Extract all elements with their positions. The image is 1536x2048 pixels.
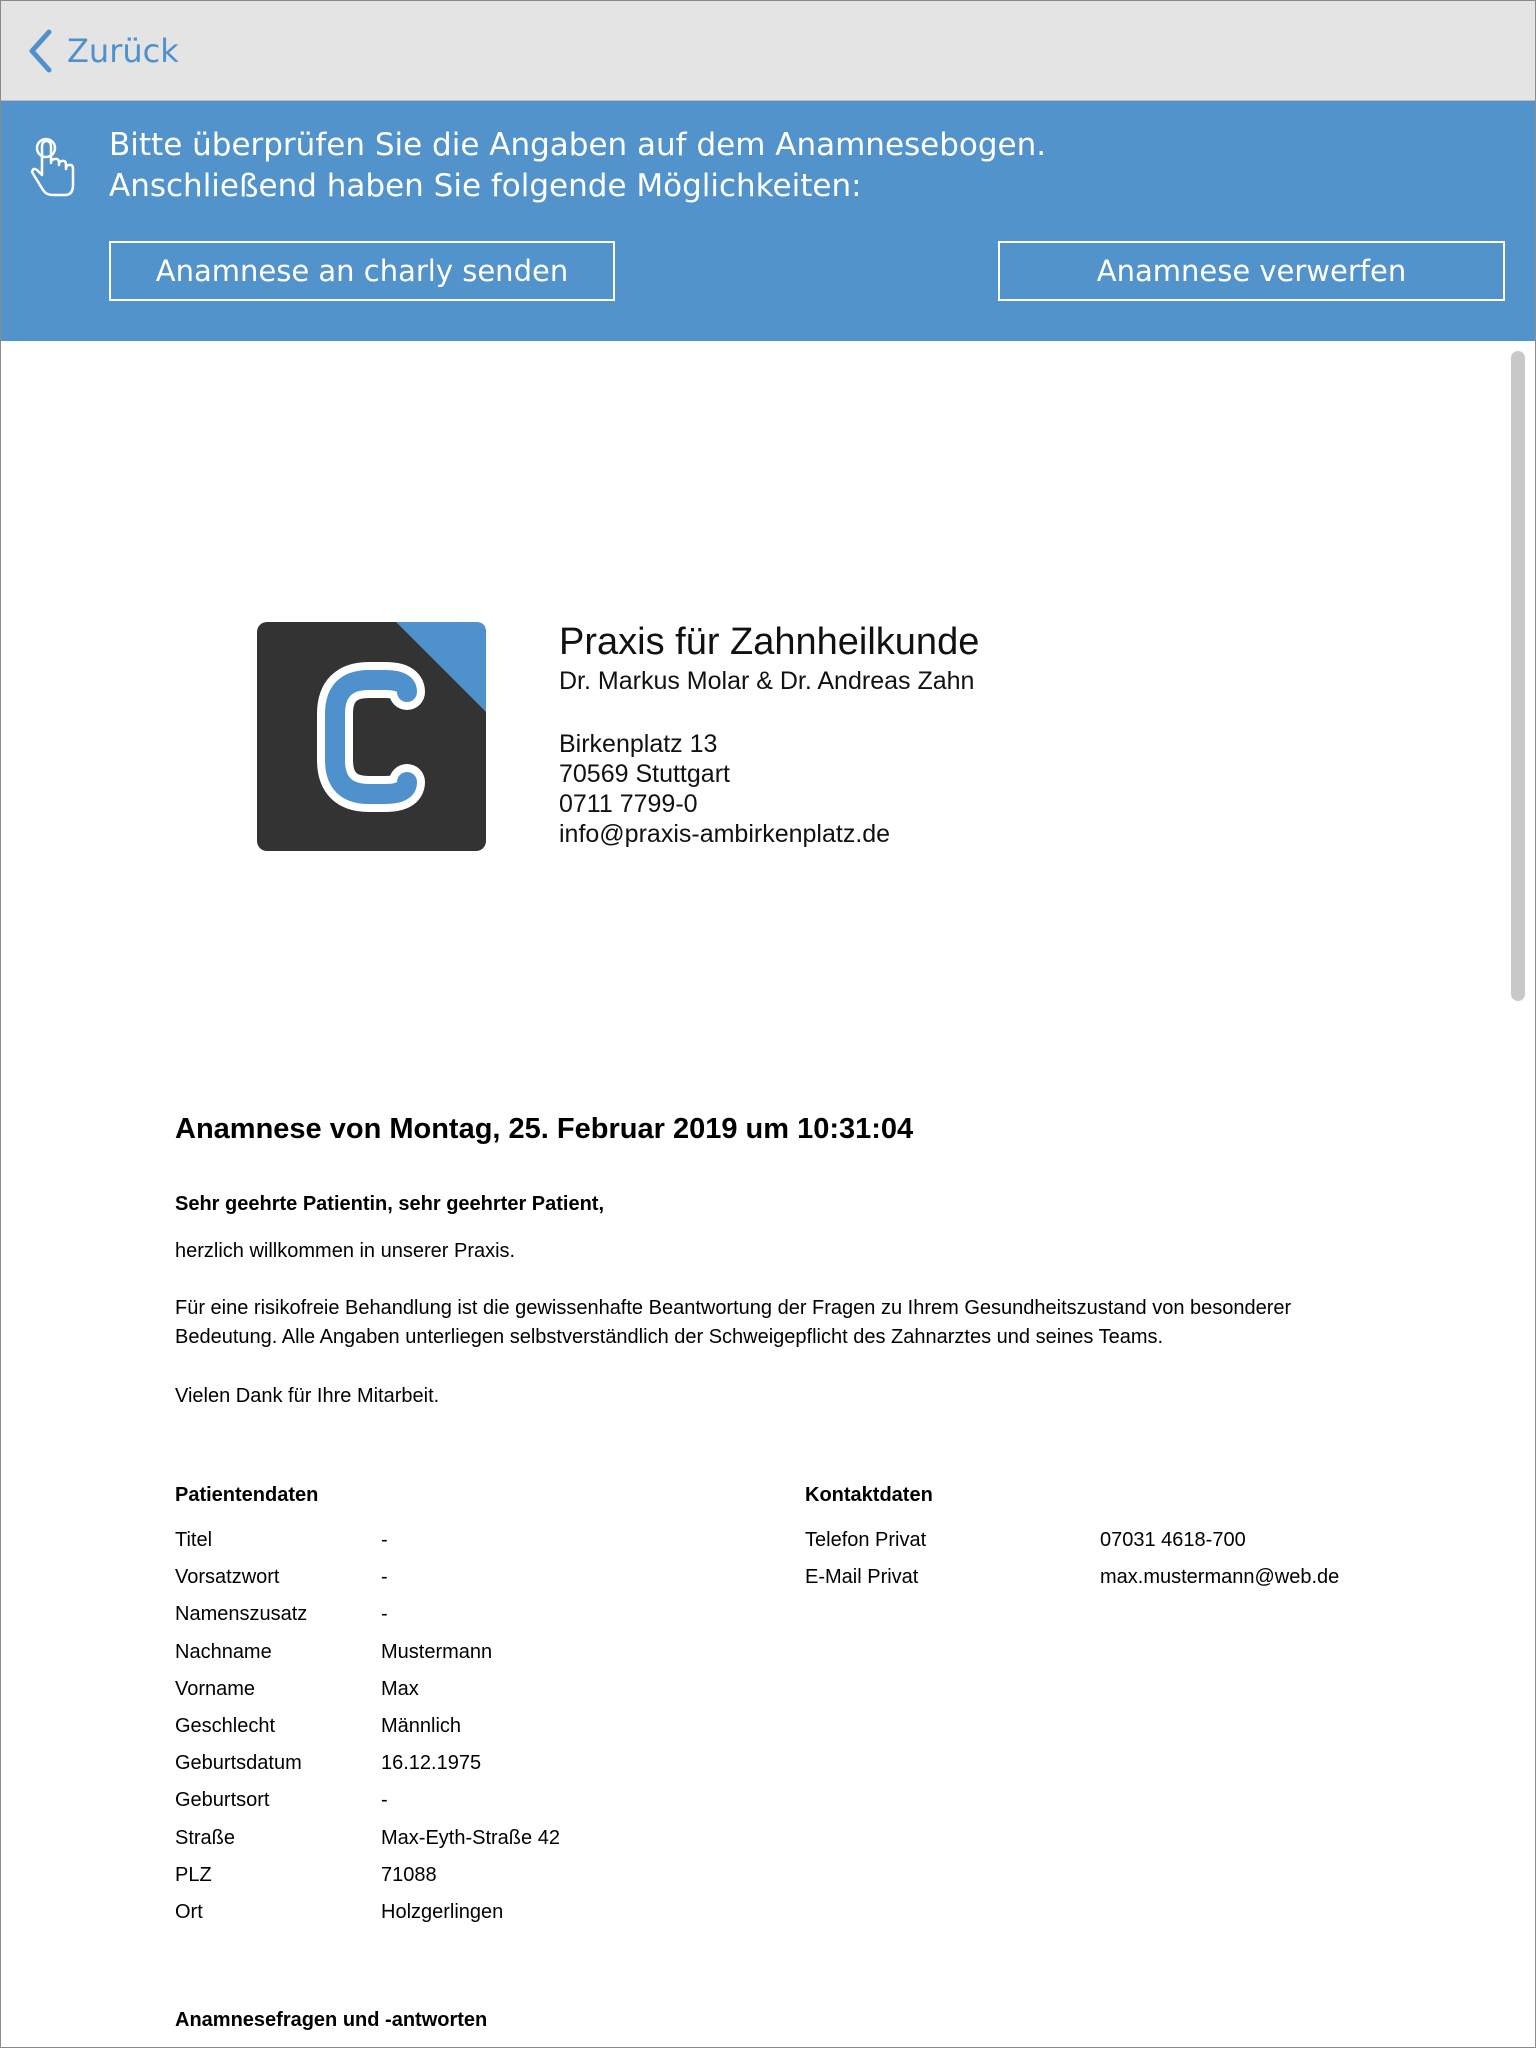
banner-line-1: Bitte überprüfen Sie die Angaben auf dem Anamnesebogen.	[109, 127, 1047, 163]
back-label: Zurück	[67, 32, 179, 70]
patient-data-list	[175, 1529, 735, 1938]
field-value: Holzgerlingen	[381, 1900, 504, 1923]
patient-data-heading: Patientendaten	[175, 1484, 319, 1506]
salutation: Sehr geehrte Patientin, sehr geehrter Patient,	[175, 1193, 605, 1215]
field-value: Max-Eyth-Straße 42	[381, 1826, 560, 1849]
patient-row	[175, 1641, 735, 1678]
field-value: -	[381, 1603, 388, 1626]
field-label: Geburtsort	[175, 1789, 270, 1812]
contact-row	[805, 1566, 1405, 1603]
field-label: Vorsatzwort	[175, 1566, 280, 1589]
patient-row	[175, 1827, 735, 1864]
patient-row	[175, 1715, 735, 1752]
document-title: Anamnese von Montag, 25. Februar 2019 um 10:31:04	[175, 1113, 914, 1145]
field-value: -	[381, 1529, 388, 1551]
field-value: max.mustermann@web.de	[1100, 1566, 1340, 1589]
field-label: Titel	[175, 1529, 213, 1551]
banner-line-2: Anschließend haben Sie folgende Möglichkeiten:	[109, 168, 862, 204]
field-value: 16.12.1975	[381, 1752, 482, 1775]
instruction-banner	[1, 101, 1535, 341]
patient-row	[175, 1678, 735, 1715]
welcome-text: herzlich willkommen in unserer Praxis.	[175, 1240, 516, 1262]
practice-name: Praxis für Zahnheilkunde	[559, 621, 980, 663]
patient-row	[175, 1529, 735, 1566]
field-label: E-Mail Privat	[805, 1566, 919, 1589]
chevron-left-icon	[27, 29, 53, 73]
field-label: Nachname	[175, 1640, 272, 1663]
patient-row	[175, 1864, 735, 1901]
practice-email: info@praxis-ambirkenplatz.de	[559, 820, 891, 848]
hand-pointer-icon	[29, 135, 77, 199]
field-value: 07031 4618-700	[1100, 1529, 1246, 1551]
field-label: Straße	[175, 1826, 236, 1849]
patient-row	[175, 1789, 735, 1826]
document-view[interactable]	[1, 341, 1535, 2048]
field-label: Geburtsdatum	[175, 1752, 302, 1775]
field-label: Telefon Privat	[805, 1529, 927, 1551]
practice-city: 70569 Stuttgart	[559, 760, 730, 788]
patient-row	[175, 1603, 735, 1640]
field-value: 71088	[381, 1863, 437, 1886]
practice-street: Birkenplatz 13	[559, 730, 718, 758]
contact-data-list	[805, 1529, 1405, 1603]
field-value: Männlich	[381, 1714, 462, 1737]
field-label: PLZ	[175, 1863, 212, 1886]
charly-logo	[257, 622, 486, 851]
scrollbar[interactable]	[1511, 351, 1525, 1001]
practice-doctors: Dr. Markus Molar & Dr. Andreas Zahn	[559, 667, 975, 695]
practice-address	[559, 729, 890, 849]
back-button[interactable]	[27, 27, 179, 75]
field-value: -	[381, 1566, 388, 1589]
field-value: Mustermann	[381, 1640, 493, 1663]
patient-row	[175, 1566, 735, 1603]
contact-row	[805, 1529, 1405, 1566]
patient-row	[175, 1752, 735, 1789]
patient-row	[175, 1901, 735, 1938]
discard-anamnesis-button[interactable]: Anamnese verwerfen	[998, 241, 1505, 301]
field-value: Max	[381, 1677, 419, 1700]
field-value: -	[381, 1789, 388, 1812]
thanks-text: Vielen Dank für Ihre Mitarbeit.	[175, 1385, 440, 1407]
field-label: Geschlecht	[175, 1714, 276, 1737]
send-anamnesis-button[interactable]: Anamnese an charly senden	[109, 241, 615, 301]
contact-data-heading: Kontaktdaten	[805, 1484, 933, 1506]
field-label: Ort	[175, 1900, 203, 1923]
practice-phone: 0711 7799-0	[559, 790, 698, 818]
navigation-bar	[1, 1, 1535, 101]
questions-heading: Anamnesefragen und -antworten	[175, 2009, 488, 2031]
field-label: Namenszusatz	[175, 1603, 308, 1626]
banner-instructions	[109, 125, 1046, 207]
field-label: Vorname	[175, 1677, 256, 1700]
intro-text: Für eine risikofreie Behandlung ist die gewissenhafte Beantwortung der Fragen zu Ihrem Gesundheitszustand von besonderer Bedeutung. Alle Angaben unterliegen selbstverständlich der Schweigepflicht des Zahnarztes und seines Teams.	[175, 1297, 1292, 1348]
